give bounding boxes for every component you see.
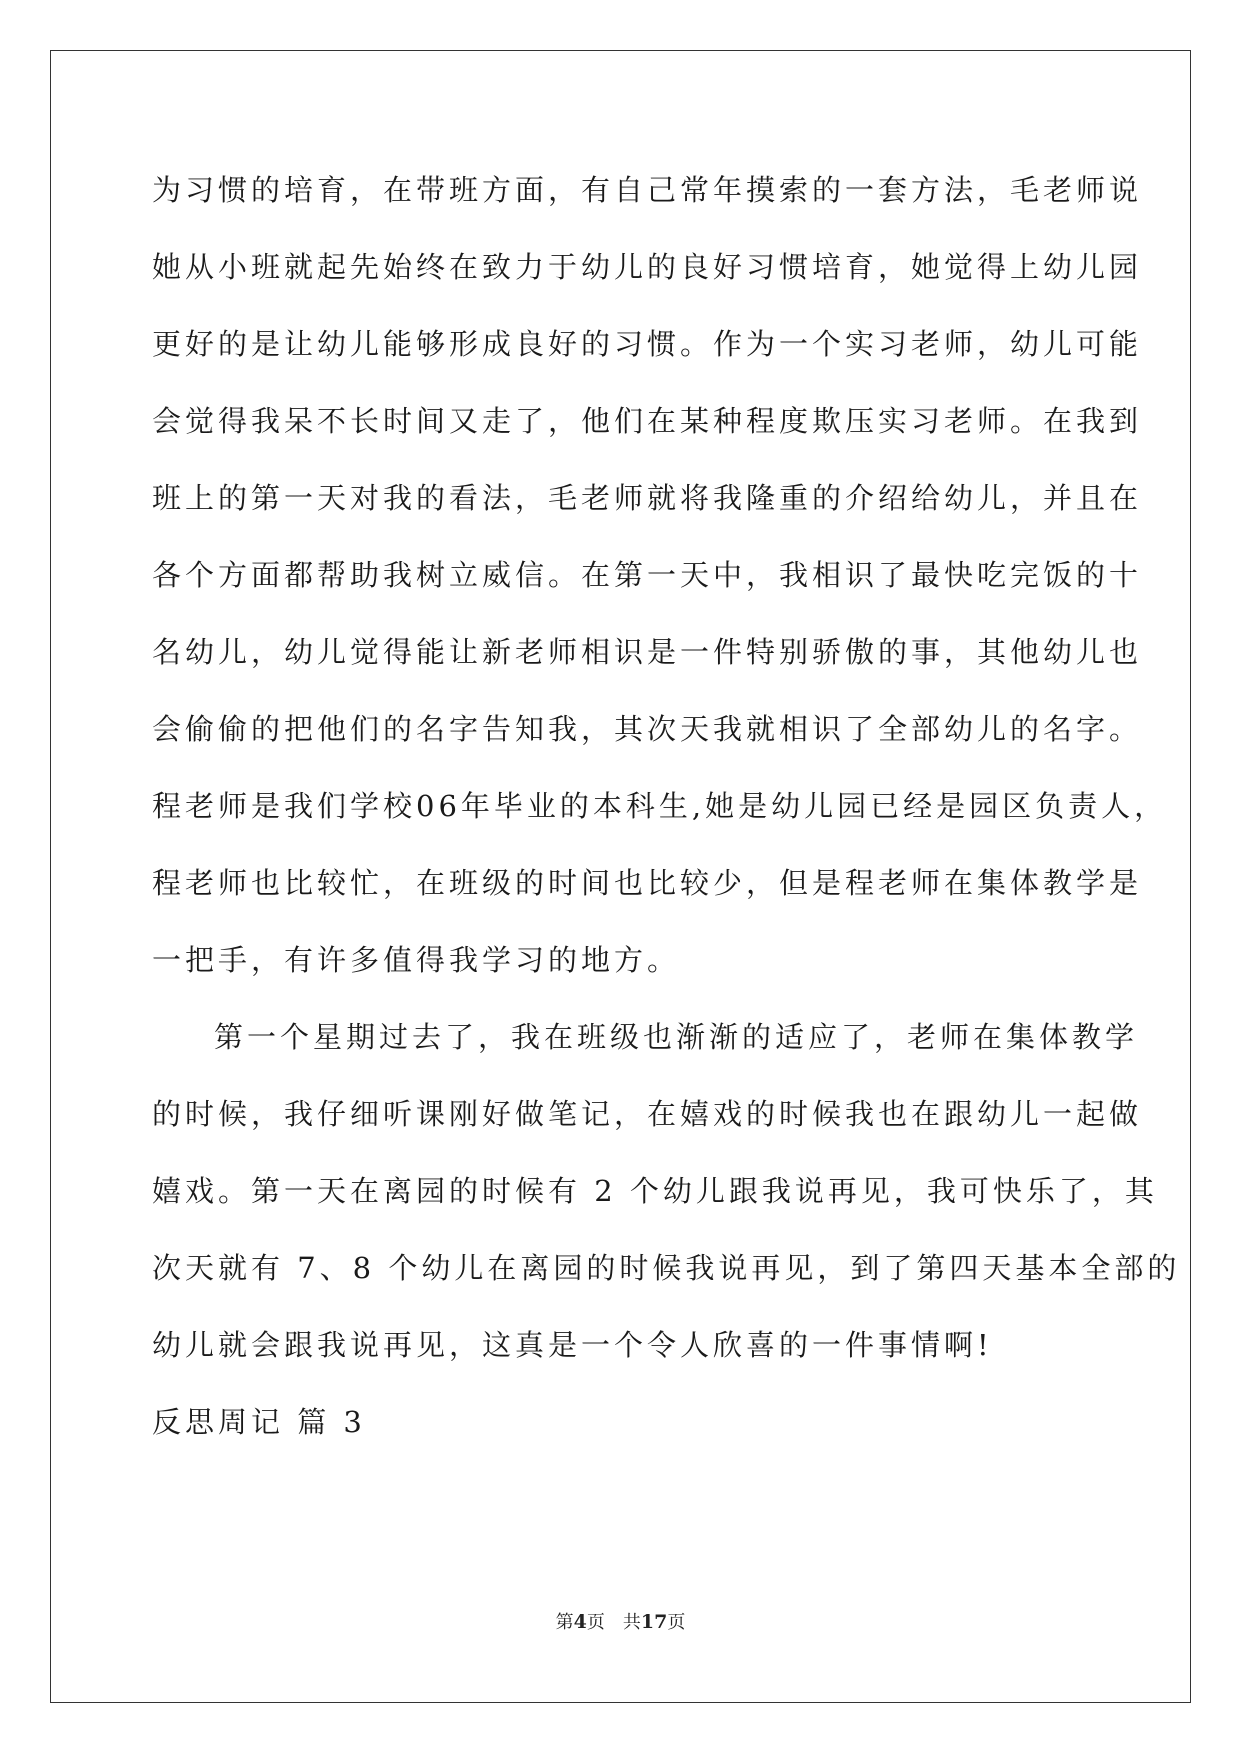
- page-footer: [0, 1608, 1241, 1634]
- total-prefix: 共: [622, 1612, 641, 1633]
- paragraph-line: 程老师也比较忙，在班级的时间也比较少，但是程老师在集体教学是: [152, 866, 1143, 900]
- paragraph-line: 会觉得我呆不长时间又走了，他们在某种程度欺压实习老师。在我到: [152, 404, 1143, 438]
- paragraph-line: 名幼儿，幼儿觉得能让新老师相识是一件特别骄傲的事，其他幼儿也: [152, 635, 1143, 669]
- page-suffix: 页: [586, 1612, 605, 1633]
- paragraph-line: 第一个星期过去了，我在班级也渐渐的适应了，老师在集体教学: [214, 1020, 1139, 1054]
- paragraph-line: 程老师是我们学校06年毕业的本科生,她是幼儿园已经是园区负责人，: [152, 789, 1168, 823]
- document-body: [152, 160, 1181, 1469]
- paragraph-line: 幼儿就会跟我说再见，这真是一个令人欣喜的一件事情啊!: [152, 1328, 993, 1362]
- paragraph-line: 为习惯的培育，在带班方面，有自己常年摸索的一套方法，毛老师说: [152, 173, 1143, 207]
- paragraph-line: 更好的是让幼儿能够形成良好的习惯。作为一个实习老师，幼儿可能: [152, 327, 1143, 361]
- page-current: 4: [573, 1611, 587, 1633]
- paragraph-line: 的时候，我仔细听课刚好做笔记，在嬉戏的时候我也在跟幼儿一起做: [152, 1097, 1143, 1131]
- paragraph-line: 会偷偷的把他们的名字告知我，其次天我就相识了全部幼儿的名字。: [152, 712, 1143, 746]
- paragraph-line: 她从小班就起先始终在致力于幼儿的良好习惯培育，她觉得上幼儿园: [152, 250, 1143, 284]
- paragraph-line: 嬉戏。第一天在离园的时候有 2 个幼儿跟我说再见，我可快乐了，其: [152, 1174, 1158, 1208]
- paragraph-line: 班上的第一天对我的看法，毛老师就将我隆重的介绍给幼儿，并且在: [152, 481, 1143, 515]
- paragraph-line: 各个方面都帮助我树立威信。在第一天中，我相识了最快吃完饭的十: [152, 558, 1143, 592]
- paragraph-line: 一把手，有许多值得我学习的地方。: [152, 943, 681, 977]
- section-heading: 反思周记 篇 3: [152, 1405, 366, 1439]
- page-prefix: 第: [555, 1612, 574, 1633]
- paragraph-line: 次天就有 7、8 个幼儿在离园的时候我说再见，到了第四天基本全部的: [152, 1251, 1181, 1285]
- total-suffix: 页: [667, 1612, 686, 1633]
- page-total: 17: [640, 1611, 668, 1633]
